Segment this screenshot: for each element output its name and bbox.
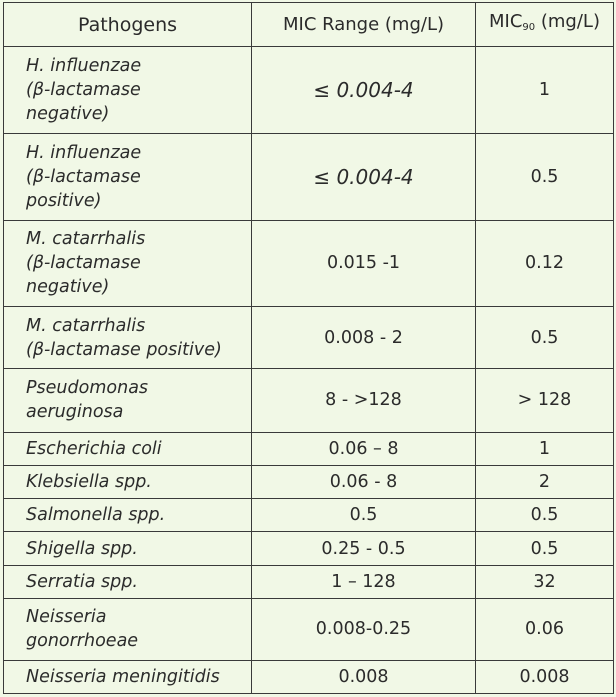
pathogen-line: M. catarrhalis — [26, 315, 146, 336]
pathogen-line: negative) — [26, 277, 110, 298]
pathogen-cell — [4, 660, 252, 693]
pathogen-cell — [4, 133, 252, 220]
header-mic-range: MIC Range (mg/L) — [252, 3, 476, 47]
header-mic90-subscript: 90 — [522, 21, 536, 33]
header-mic90-prefix: MIC — [489, 10, 523, 32]
table-row — [4, 432, 614, 465]
pathogen-cell — [4, 499, 252, 532]
mic-range-cell: ≤ 0.004-4 — [252, 47, 476, 134]
pathogen-line: (β-lactamase — [26, 79, 141, 100]
table-row — [4, 465, 614, 498]
mic90-cell: 2 — [476, 465, 614, 498]
pathogen-line: Klebsiella spp. — [26, 471, 152, 492]
mic90-cell: > 128 — [476, 368, 614, 432]
pathogen-line: Serratia spp. — [26, 571, 138, 592]
mic90-cell: 1 — [476, 432, 614, 465]
pathogen-line: (β-lactamase — [26, 166, 141, 187]
mic-range-cell: 0.06 - 8 — [252, 465, 476, 498]
pathogen-line: gonorrhoeae — [26, 631, 139, 652]
mic-range-cell: ≤ 0.004-4 — [252, 133, 476, 220]
mic-range-cell: 0.25 - 0.5 — [252, 532, 476, 565]
pathogen-cell — [4, 368, 252, 432]
pathogen-line: negative) — [26, 103, 110, 124]
pathogen-line: Escherichia coli — [26, 438, 162, 459]
pathogen-line: Pseudomonas — [26, 378, 149, 399]
table-row — [4, 499, 614, 532]
pathogen-cell — [4, 47, 252, 134]
mic90-cell: 0.5 — [476, 133, 614, 220]
mic-table — [3, 2, 614, 694]
pathogen-line: Salmonella spp. — [26, 505, 166, 526]
mic90-cell: 32 — [476, 565, 614, 598]
mic90-cell: 0.008 — [476, 660, 614, 693]
header-pathogens: Pathogens — [4, 3, 252, 47]
mic-range-cell: 0.008-0.25 — [252, 599, 476, 661]
mic-range-cell: 0.015 -1 — [252, 220, 476, 307]
mic90-cell: 0.12 — [476, 220, 614, 307]
table-row — [4, 599, 614, 661]
pathogen-cell — [4, 599, 252, 661]
pathogen-line: H. influenzae — [26, 55, 142, 76]
pathogen-cell — [4, 565, 252, 598]
pathogen-line: M. catarrhalis — [26, 229, 146, 250]
header-mic90 — [476, 3, 614, 47]
table-row — [4, 565, 614, 598]
pathogen-line: (β-lactamase positive) — [26, 339, 222, 360]
mic-range-cell: 0.008 - 2 — [252, 307, 476, 369]
header-row — [4, 3, 614, 47]
pathogen-line: Neisseria — [26, 607, 107, 628]
pathogen-line: positive) — [26, 190, 102, 211]
mic-range-cell: 0.008 — [252, 660, 476, 693]
table-row — [4, 220, 614, 307]
mic-range-cell: 8 - >128 — [252, 368, 476, 432]
table-row — [4, 532, 614, 565]
table-row — [4, 133, 614, 220]
table-row — [4, 47, 614, 134]
pathogen-cell — [4, 465, 252, 498]
pathogen-cell — [4, 432, 252, 465]
mic-range-cell: 1 – 128 — [252, 565, 476, 598]
mic90-cell: 0.5 — [476, 532, 614, 565]
pathogen-line: Neisseria meningitidis — [26, 666, 220, 687]
mic90-cell: 1 — [476, 47, 614, 134]
header-mic90-suffix: (mg/L) — [535, 10, 600, 32]
pathogen-cell — [4, 532, 252, 565]
pathogen-line: (β-lactamase — [26, 253, 141, 274]
pathogen-line: H. influenzae — [26, 142, 142, 163]
table-row — [4, 368, 614, 432]
pathogen-line: aeruginosa — [26, 402, 124, 423]
pathogen-cell — [4, 220, 252, 307]
pathogen-line: Shigella spp. — [26, 538, 138, 559]
table-row — [4, 307, 614, 369]
mic90-cell: 0.5 — [476, 499, 614, 532]
table-row — [4, 660, 614, 693]
pathogen-cell — [4, 307, 252, 369]
mic-range-cell: 0.06 – 8 — [252, 432, 476, 465]
mic90-cell: 0.06 — [476, 599, 614, 661]
mic90-cell: 0.5 — [476, 307, 614, 369]
mic-range-cell: 0.5 — [252, 499, 476, 532]
